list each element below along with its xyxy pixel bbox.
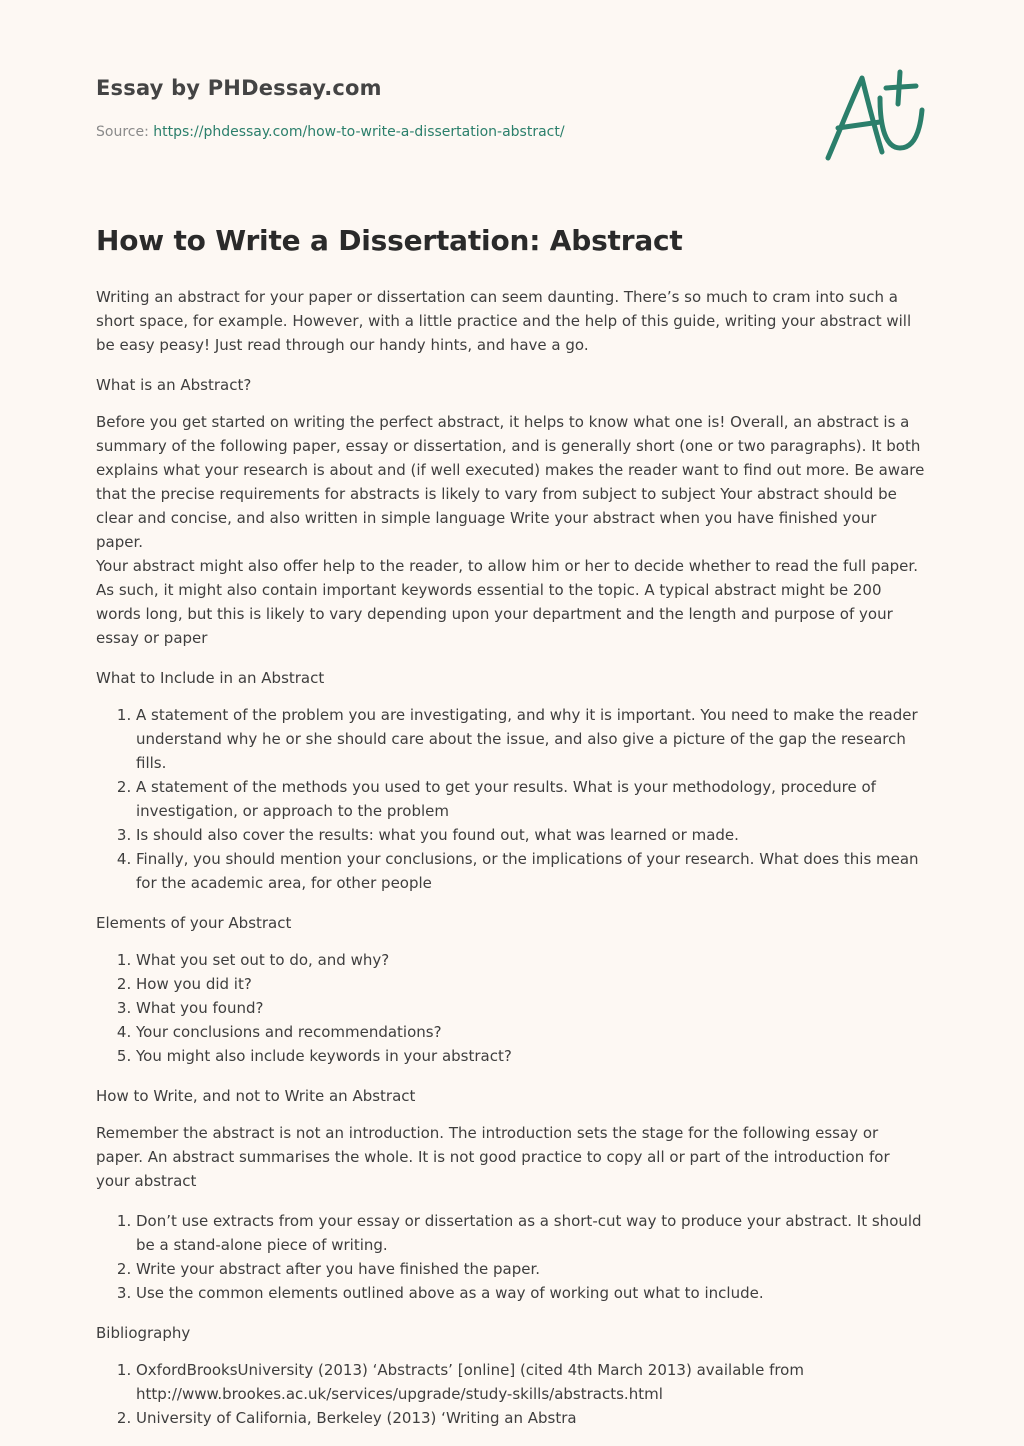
- list-item: 2. Write your abstract after you have finished the paper.: [136, 1257, 928, 1281]
- include-list: [96, 703, 928, 895]
- list-item: 1. Don’t use extracts from your essay or dissertation as a short-cut way to produce your abstract. It should be a stand-alone piece of writing.: [136, 1209, 928, 1257]
- elements-list: [96, 948, 928, 1068]
- bibliography-list: [96, 1358, 928, 1430]
- list-item: 3. What you found?: [136, 996, 928, 1020]
- list-item: 3. Is should also cover the results: what you found out, what was learned or made.: [136, 823, 928, 847]
- site-brand: Essay by PHDessay.com: [96, 76, 382, 100]
- source-line: [96, 124, 565, 140]
- how-paragraph: Remember the abstract is not an introduction. The introduction sets the stage for the following essay or paper. An abstract summarises the whole. It is not good practice to copy all or part of the introduction for your abstract: [96, 1124, 890, 1190]
- list-item: 1. What you set out to do, and why?: [136, 948, 928, 972]
- list-item: 2. How you did it?: [136, 972, 928, 996]
- what-paragraph-1: Before you get started on writing the perfect abstract, it helps to know what one is! Overall, an abstract is a summary of the following paper, essay or dissertation, and is generally short (one or two paragraphs). It both explains what your research is about and (if well executed) makes the reader want to find out more. Be aware that the precise requirements for abstracts is likely to vary from subject to subject Your abstract should be clear and concise, and also written in simple language Write your abstract when you have finished your paper.: [96, 413, 925, 551]
- article-body: [96, 285, 928, 1446]
- section-heading-elements: Elements of your Abstract: [96, 914, 292, 932]
- intro-paragraph: Writing an abstract for your paper or dissertation can seem daunting. There’s so much to cram into such a short space, for example. However, with a little practice and the help of this guide, writing your abstract will be easy peasy! Just read through our handy hints, and have a go.: [96, 288, 912, 354]
- list-item: 5. You might also include keywords in your abstract?: [136, 1044, 928, 1068]
- list-item: 1. A statement of the problem you are investigating, and why it is important. You need to make the reader understand why he or she should care about the issue, and also give a picture of the gap the research fills.: [136, 703, 928, 775]
- article-title: How to Write a Dissertation: Abstract: [96, 224, 683, 257]
- section-heading-include: What to Include in an Abstract: [96, 669, 325, 687]
- list-item: 3. Use the common elements outlined above as a way of working out what to include.: [136, 1281, 928, 1305]
- how-list: [96, 1209, 928, 1305]
- what-paragraph-2: Your abstract might also offer help to the reader, to allow him or her to decide whether to read the full paper. As such, it might also contain important keywords essential to the topic. A typical abstract might be 200 words long, but this is likely to vary depending upon your department and the length and purpose of your essay or paper: [96, 557, 918, 647]
- section-heading-what: What is an Abstract?: [96, 376, 252, 394]
- list-item: 1. OxfordBrooksUniversity (2013) ‘Abstracts’ [online] (cited 4th March 2013) available from http://www.brookes.ac.uk/services/upgrade/study-skills/abstracts.html: [136, 1358, 928, 1406]
- a-plus-logo-icon: [822, 68, 926, 164]
- source-label: Source:: [96, 124, 154, 140]
- section-heading-bibliography: Bibliography: [96, 1324, 191, 1342]
- list-item: 2. University of California, Berkeley (2013) ‘Writing an Abstra: [136, 1406, 928, 1430]
- section-heading-how: How to Write, and not to Write an Abstract: [96, 1087, 416, 1105]
- list-item: 4. Your conclusions and recommendations?: [136, 1020, 928, 1044]
- list-item: 4. Finally, you should mention your conclusions, or the implications of your research. What does this mean for the academic area, for other people: [136, 847, 928, 895]
- list-item: 2. A statement of the methods you used to get your results. What is your methodology, procedure of investigation, or approach to the problem: [136, 775, 928, 823]
- source-link[interactable]: https://phdessay.com/how-to-write-a-dissertation-abstract/: [153, 124, 565, 140]
